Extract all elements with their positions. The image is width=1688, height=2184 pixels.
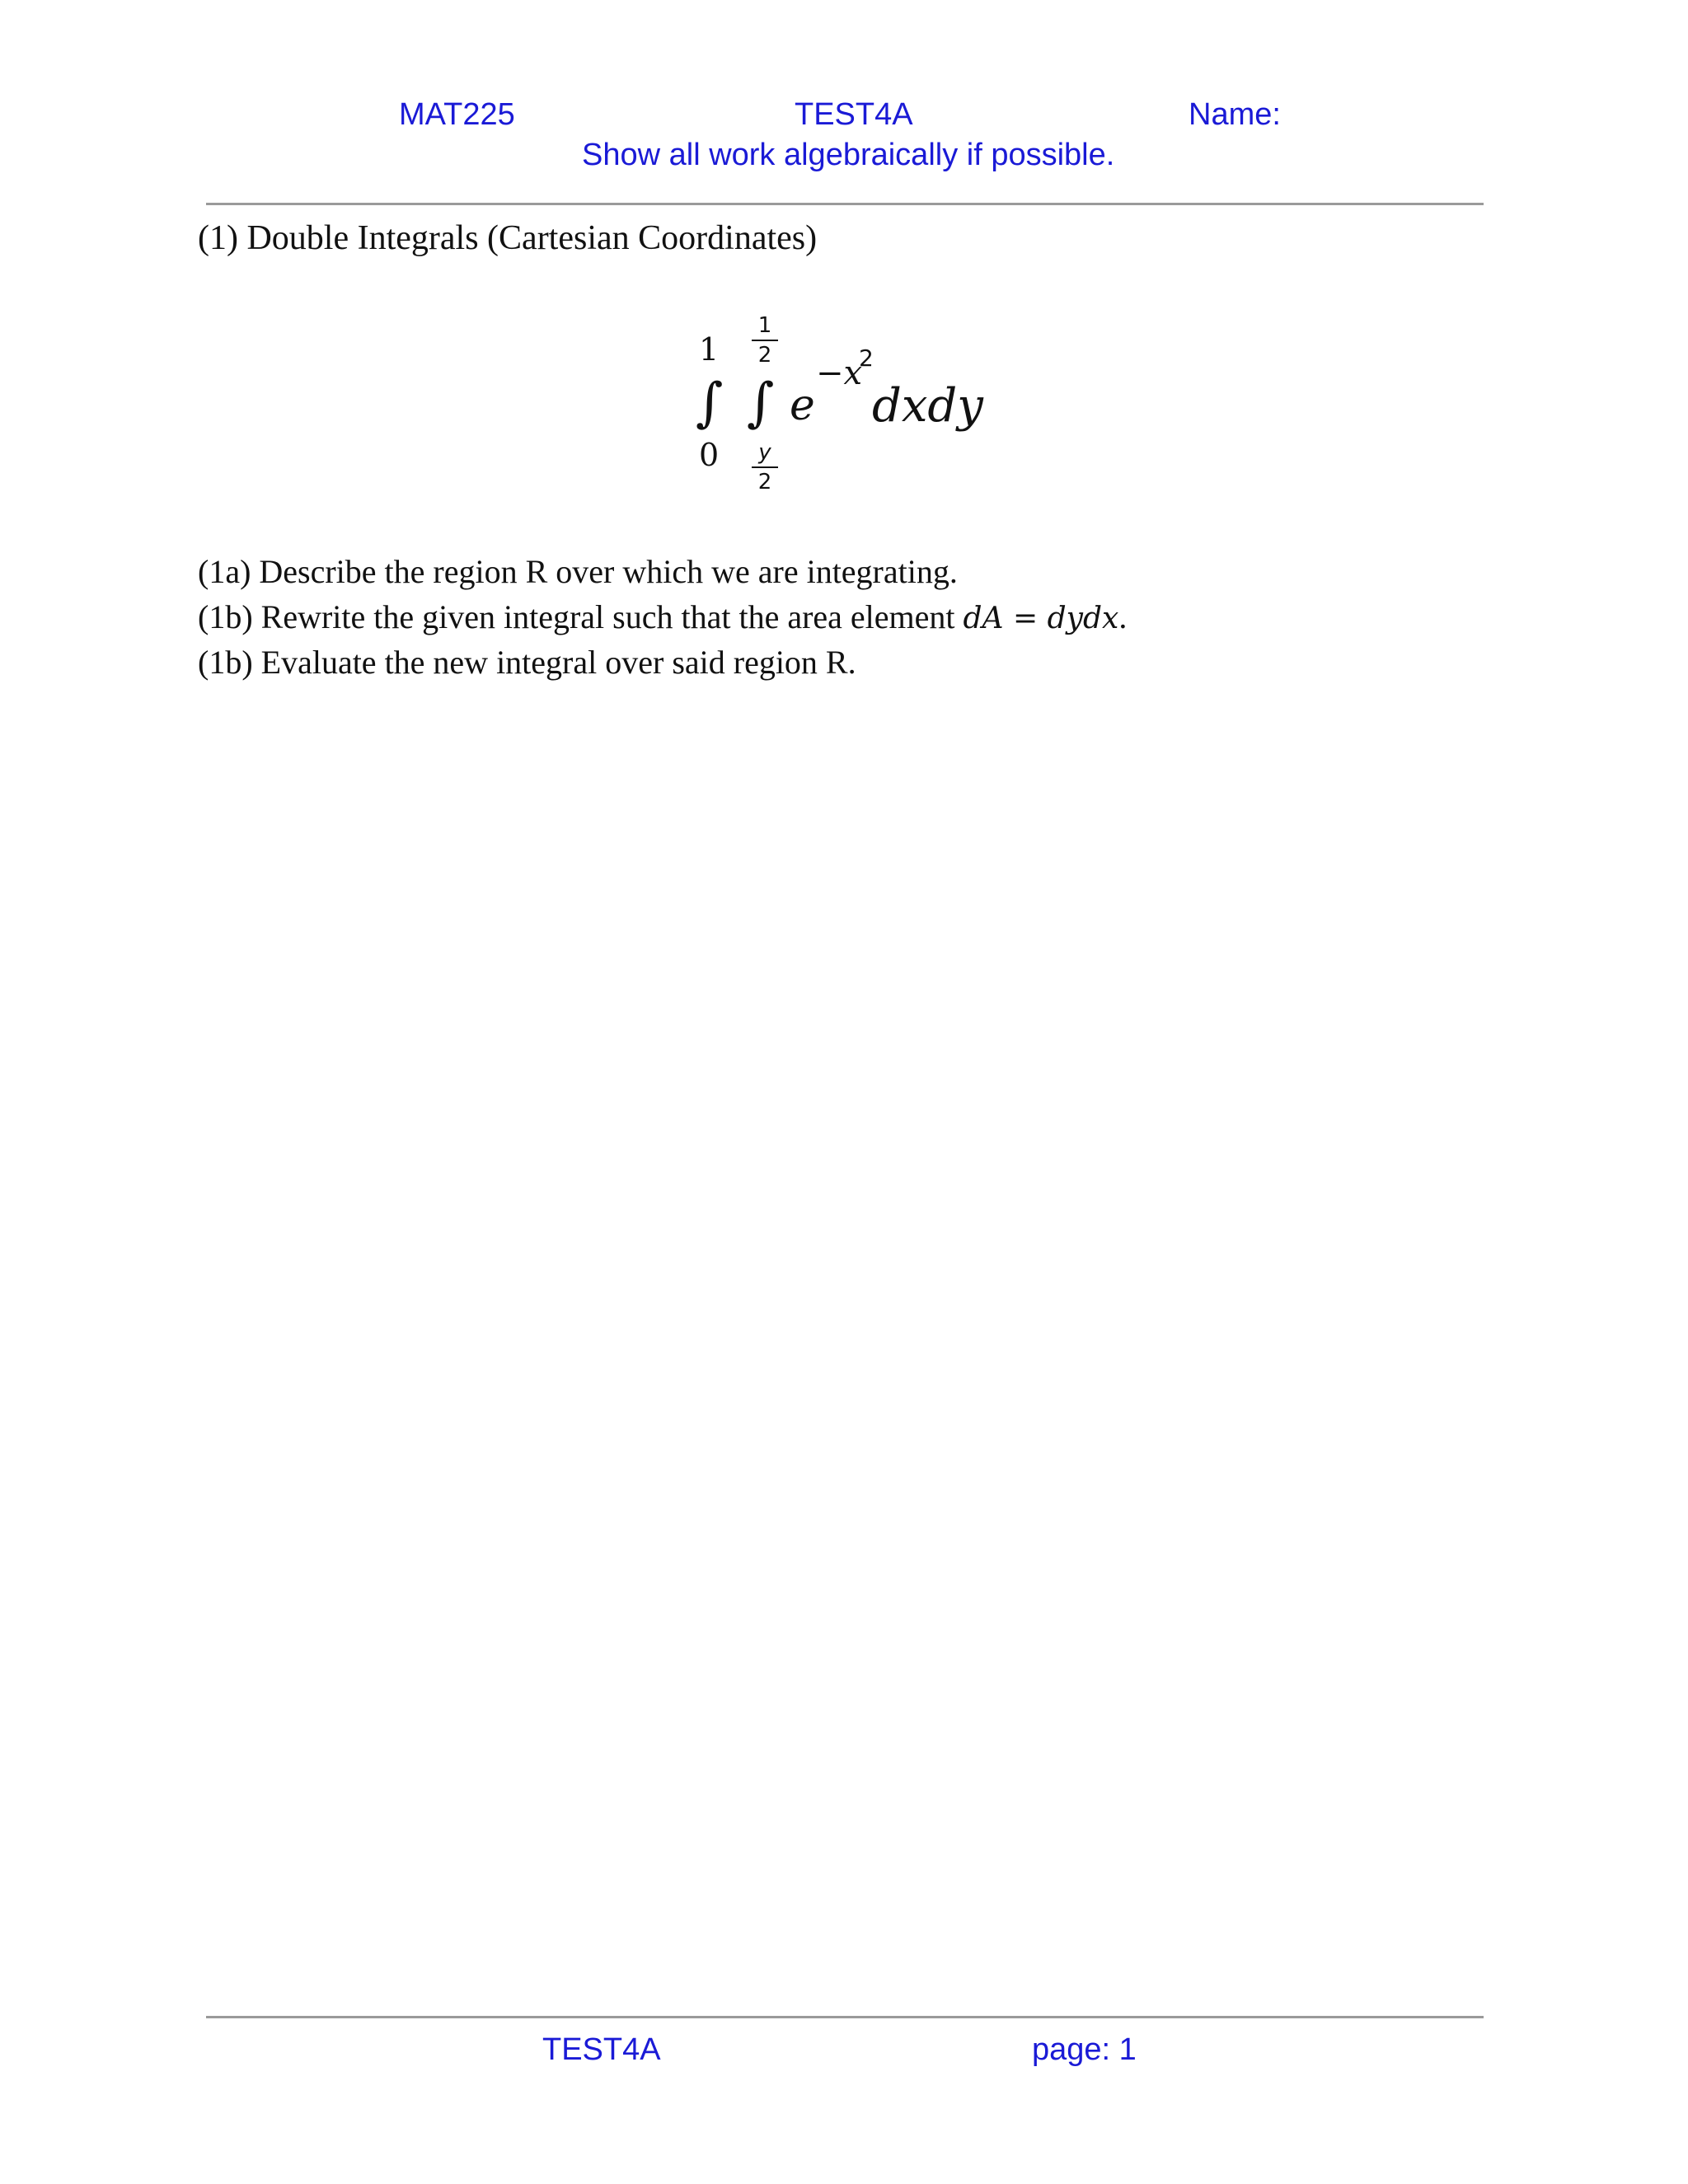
part-1b-rewrite-suffix: . bbox=[1118, 598, 1128, 635]
exponent-power: 2 bbox=[859, 344, 874, 372]
outer-integral-sign: ∫ bbox=[696, 373, 724, 434]
part-1b-evaluate: (1b) Evaluate the new integral over said region R. bbox=[198, 644, 856, 681]
inner-lower-denominator: 2 bbox=[757, 470, 772, 494]
outer-upper-limit: 1 bbox=[699, 331, 720, 368]
instruction-text: Show all work algebraically if possible. bbox=[582, 138, 1115, 172]
part-1b-rewrite-text: (1b) Rewrite the given integral such that the area element bbox=[198, 598, 964, 635]
course-code: MAT225 bbox=[399, 97, 515, 132]
outer-lower-limit: 0 bbox=[699, 437, 720, 473]
footer-divider bbox=[206, 2016, 1484, 2018]
area-element-math: dA = dydx bbox=[963, 602, 1119, 635]
inner-upper-limit bbox=[748, 313, 781, 368]
integrand-exponent: −x bbox=[816, 354, 863, 392]
inner-integral-sign: ∫ bbox=[747, 373, 775, 434]
inner-upper-numerator: 1 bbox=[757, 313, 772, 338]
integrand-base: e bbox=[790, 381, 815, 430]
part-1b-rewrite bbox=[198, 598, 1127, 636]
integrand-differentials: dxdy bbox=[872, 379, 983, 433]
name-label: Name: bbox=[1189, 97, 1281, 132]
inner-lower-numerator: y bbox=[758, 440, 771, 465]
inner-lower-limit bbox=[748, 440, 781, 494]
test-title: TEST4A bbox=[795, 97, 913, 132]
problem-title: (1) Double Integrals (Cartesian Coordinates) bbox=[198, 219, 818, 257]
header-divider bbox=[206, 203, 1484, 205]
part-1a: (1a) Describe the region R over which we are integrating. bbox=[198, 553, 958, 590]
footer-test-title: TEST4A bbox=[542, 2032, 661, 2067]
footer-page-number: page: 1 bbox=[1032, 2032, 1137, 2067]
inner-upper-denominator: 2 bbox=[757, 343, 772, 368]
